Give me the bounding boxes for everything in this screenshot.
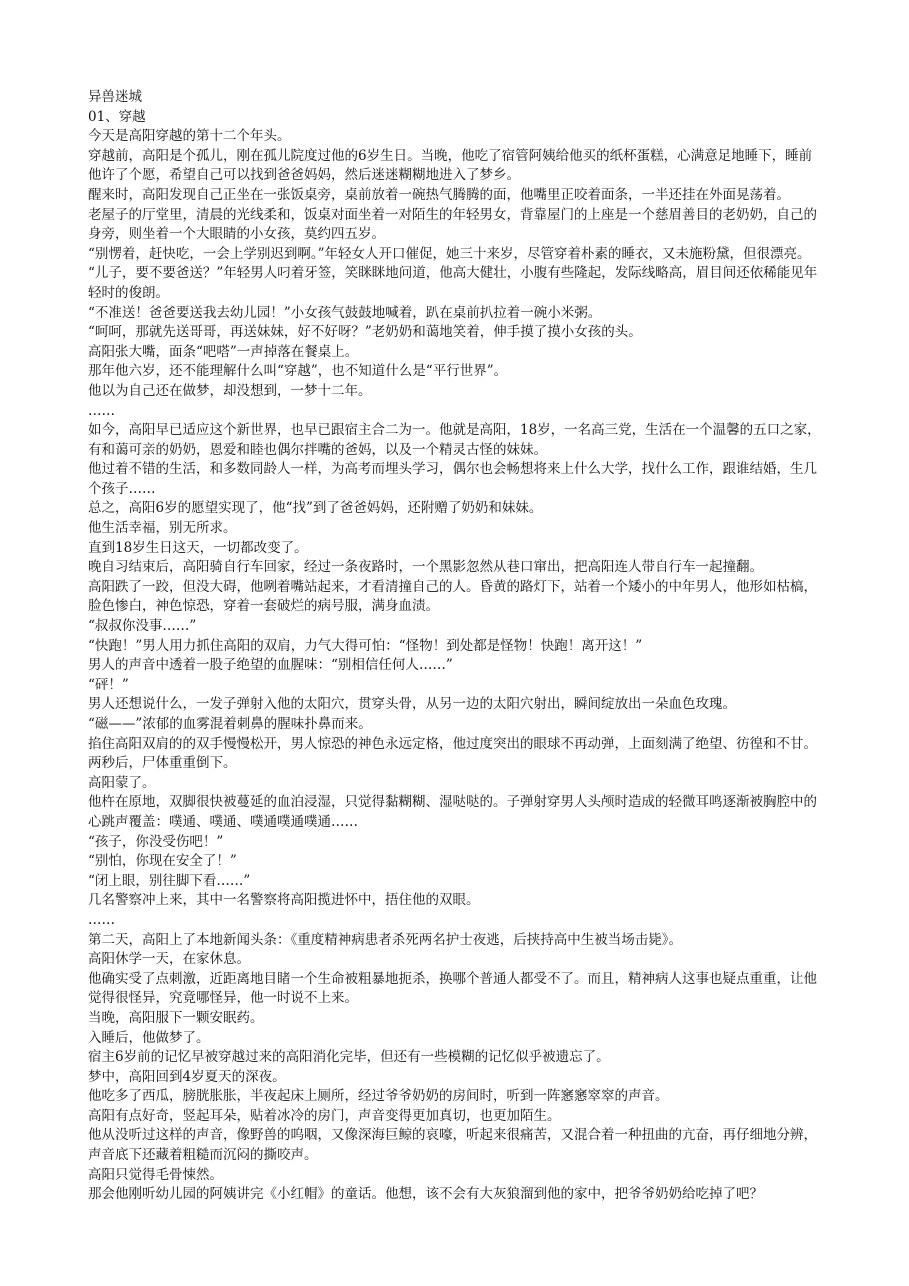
paragraph: 他过着不错的生活，和多数同龄人一样，为高考而埋头学习，偶尔也会畅想将来上什么大学，找什么工作，跟谁结婚，生几个孩子……: [88, 461, 817, 497]
paragraph: “别愣着，赶快吃，一会上学别迟到啊。”年轻女人开口催促，她三十来岁，尽管穿着朴素的睡衣，又未施粉黛，但很漂亮。: [88, 245, 811, 262]
paragraph: 高阳休学一天，在家休息。: [88, 951, 250, 968]
paragraph: 高阳有点好奇，竖起耳朵，贴着冰冷的房门，声音变得更加真切，也更加陌生。: [88, 1107, 561, 1124]
chapter-heading: 01、穿越: [88, 108, 146, 125]
paragraph: “快跑！”男人用力抓住高阳的双肩，力气大得可怕：“怪物！到处都是怪物！快跑！离开这！”: [88, 637, 643, 654]
paragraph: 宿主6岁前的记忆早被穿越过来的高阳消化完毕，但还有一些模糊的记忆似乎被遗忘了。: [88, 1049, 610, 1066]
paragraph: 高阳蒙了。: [88, 774, 156, 791]
paragraph: 那年他六岁，还不能理解什么叫“穿越”，也不知道什么是“平行世界”。: [88, 363, 508, 380]
paragraph: 老屋子的厅堂里，清晨的光线柔和，饭桌对面坐着一对陌生的年轻男女，背靠屋门的上座是一个慈眉善目的老奶奶，自己的身旁，则坐着一个大眼睛的小女孩，莫约四五岁。: [88, 206, 817, 243]
paragraph: ……: [88, 911, 115, 928]
paragraph: “孩子，你没受伤吧！”: [88, 833, 224, 850]
paragraph: 几名警察冲上来，其中一名警察将高阳揽进怀中，捂住他的双眼。: [88, 892, 480, 909]
paragraph: 直到18岁生日这天，一切都改变了。: [88, 539, 308, 556]
paragraph: 他生活幸福，别无所求。: [88, 520, 237, 537]
paragraph: 掐住高阳双肩的的双手慢慢松开，男人惊恐的神色永远定格，他过度突出的眼球不再动弹，上面刻满了绝望、彷徨和不甘。: [88, 735, 817, 752]
paragraph: 男人的声音中透着一股子绝望的血腥味：“别相信任何人……”: [88, 657, 453, 674]
paragraph: 他以为自己还在做梦，却没想到，一梦十二年。: [88, 382, 372, 399]
paragraph: 男人还想说什么，一发子弹射入他的太阳穴，贯穿头骨，从另一边的太阳穴射出，瞬间绽放出一朵血色玫瑰。: [88, 696, 736, 713]
paragraph: 晚自习结束后，高阳骑自行车回家，经过一条夜路时，一个黑影忽然从巷口窜出，把高阳连人带自行车一起撞翻。: [88, 559, 763, 576]
document-body: [88, 88, 824, 1205]
paragraph: “儿子，要不要爸送？”年轻男人叼着牙签，笑眯眯地问道，他高大健壮，小腹有些隆起，发际线略高，眉目间还依稀能见年轻时的俊朗。: [88, 265, 818, 301]
paragraph: 第二天，高阳上了本地新闻头条：《重度精神病患者杀死两名护士夜逃，后挟持高中生被当场击毙》。: [88, 931, 682, 948]
paragraph: 总之，高阳6岁的愿望实现了，他“找”到了爸爸妈妈，还附赠了奶奶和妹妹。: [88, 500, 543, 517]
paragraph: 当晚，高阳服下一颗安眠药。: [88, 1009, 264, 1026]
paragraph: 高阳跌了一跤，但没大碍，他咧着嘴站起来，才看清撞自己的人。昏黄的路灯下，站着一个矮小的中年男人，他形如枯槁，脸色惨白，神色惊恐，穿着一套破烂的病号服，满身血渍。: [88, 578, 817, 615]
paragraph: 穿越前，高阳是个孤儿，刚在孤儿院度过他的6岁生日。当晚，他吃了宿管阿姨给他买的纸杯蛋糕，心满意足地睡下，睡前他许了个愿，希望自己可以找到爸爸妈妈，然后迷迷糊糊地进入了梦乡。: [88, 147, 813, 184]
paragraph: 他从没听过这样的声音，像野兽的呜咽，又像深海巨鲸的哀嚎，听起来很痛苦，又混合着一种扭曲的亢奋，再仔细地分辨，声音底下还藏着粗糙而沉闷的撕咬声。: [88, 1127, 817, 1164]
paragraph: “叔叔你没事……”: [88, 618, 197, 635]
paragraph: 他杵在原地，双脚很快被蔓延的血泊浸湿，只觉得黏糊糊、湿哒哒的。子弹射穿男人头颅时造成的轻微耳鸣逐渐被胸腔中的心跳声覆盖：噗通、噗通、噗通噗通噗通……: [88, 794, 817, 830]
paragraph: 两秒后，尸体重重倒下。: [88, 755, 237, 772]
paragraph: “不准送！爸爸要送我去幼儿园！”小女孩气鼓鼓地喊着，趴在桌前扒拉着一碗小米粥。: [88, 304, 602, 321]
paragraph: 今天是高阳穿越的第十二个年头。: [88, 128, 291, 145]
paragraph: 高阳张大嘴，面条“吧嗒”一声掉落在餐桌上。: [88, 343, 359, 360]
paragraph: “磁——”浓郁的血雾混着刺鼻的腥味扑鼻而来。: [88, 716, 372, 732]
paragraph: 如今，高阳早已适应这个新世界，也早已跟宿主合二为一。他就是高阳，18岁，一名高三党，生活在一个温馨的五口之家，有和蔼可亲的奶奶，恩爱和睦也偶尔拌嘴的爸妈，以及一个精灵古怪的妹妹。: [88, 422, 821, 458]
paragraph-list: [88, 127, 824, 1205]
paragraph: 高阳只觉得毛骨悚然。: [88, 1166, 223, 1183]
paragraph: 那会他刚听幼儿园的阿姨讲完《小红帽》的童话。他想，该不会有大灰狼溜到他的家中，把爷爷奶奶给吃掉了吧？: [88, 1186, 763, 1203]
paragraph: “闭上眼，别往脚下看……”: [88, 872, 251, 889]
paragraph: 入睡后，他做梦了。: [88, 1029, 210, 1046]
paragraph: 他吃多了西瓜，膀胱胀胀，半夜起床上厕所，经过爷爷奶奶的房间时，听到一阵窸窸窣窣的声音。: [88, 1088, 669, 1105]
paragraph: 他确实受了点刺激，近距离地目睹一个生命被粗暴地扼杀，换哪个普通人都受不了。而且，精神病人这事也疑点重重，让他觉得很怪异，究竟哪怪异，他一时说不上来。: [88, 970, 817, 1007]
paragraph: “呵呵，那就先送哥哥，再送妹妹，好不好呀？”老奶奶和蔼地笑着，伸手摸了摸小女孩的头。: [88, 324, 642, 341]
paragraph: 醒来时，高阳发现自己正坐在一张饭桌旁，桌前放着一碗热气腾腾的面，他嘴里正咬着面条，一半还挂在外面晃荡着。: [88, 186, 790, 203]
paragraph: 梦中，高阳回到4岁夏天的深夜。: [88, 1068, 286, 1085]
document-title: 异兽迷城: [88, 89, 142, 105]
paragraph: “别怕，你现在安全了！”: [88, 853, 237, 870]
paragraph: “砰！”: [88, 676, 129, 693]
paragraph: ……: [88, 402, 115, 419]
